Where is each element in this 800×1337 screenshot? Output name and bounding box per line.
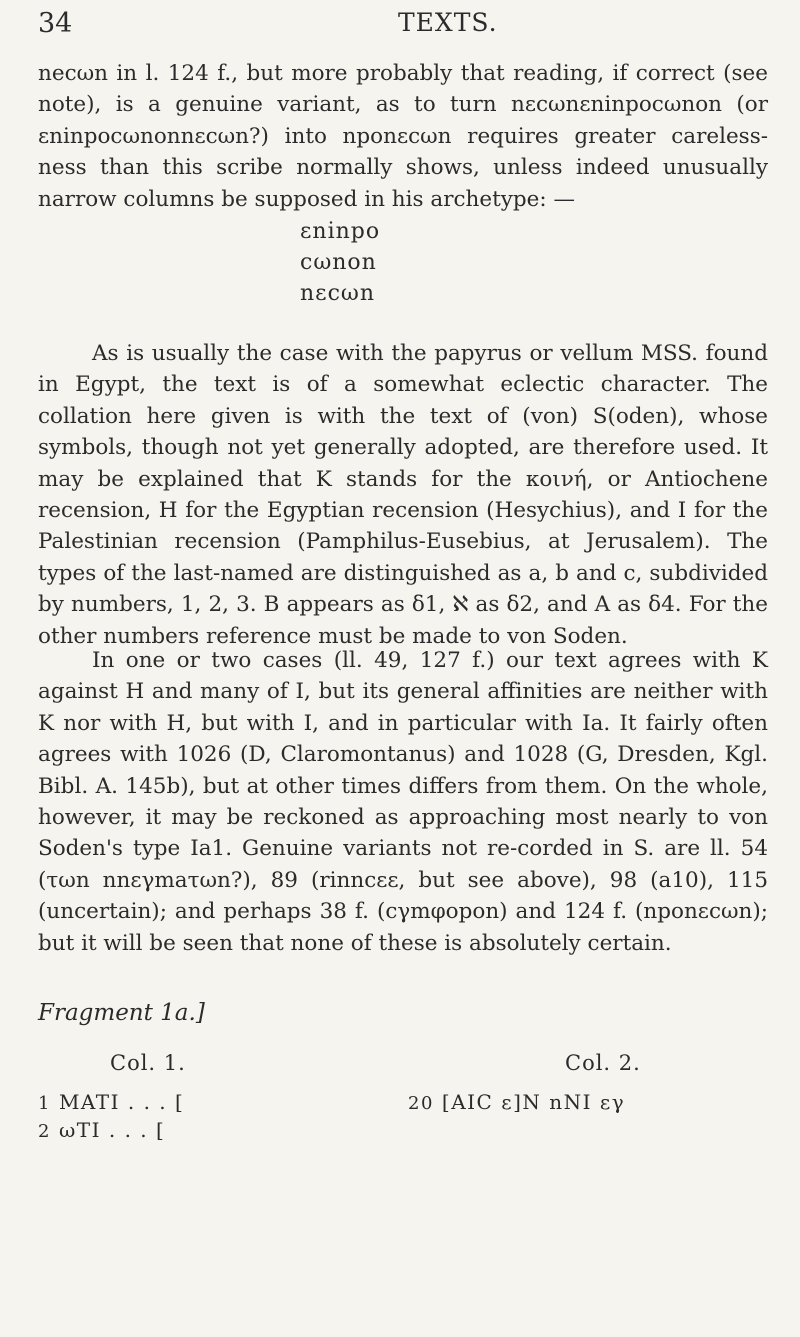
paragraph-2: As is usually the case with the papyrus or vellum MSS. found in Egypt, the text is of a somewhat eclectic character. The collation here given is with the text of (von) S(oden), whose symbols, though not yet generally adopted, are therefore used. It may be explained that K stands for the κοινή, or Antiochene recension, H for the Egyptian recension (Hesychius), and I for the Palestinian recension (Pamphilus-Eusebius, at Jerusalem). The types of the last-named are distinguished as a, b and c, subdivided by numbers, 1, 2, 3. B appears as δ1, ℵ as δ2, and A as δ4. For the other numbers reference must be made to von Soden. — [38, 341, 768, 649]
column-2-title: Col. 2. — [565, 1051, 641, 1075]
line-text: MATI . . . [ — [58, 1090, 185, 1114]
line-text: ωTI . . . [ — [58, 1118, 166, 1142]
archetype-lines — [300, 216, 380, 309]
running-title: TEXTS. — [398, 8, 498, 37]
fragment-heading: Fragment 1a.] — [38, 1000, 205, 1026]
archetype-line: nεcωn — [300, 281, 375, 306]
line-number: 1 — [38, 1093, 51, 1114]
line-number: 20 — [408, 1093, 434, 1114]
column-1-title: Col. 1. — [110, 1051, 186, 1075]
page-header — [38, 8, 758, 48]
column-1-line — [38, 1118, 165, 1142]
paragraph-1: necωn in l. 124 f., but more probably that reading, if correct (see note), is a genuine variant, as to turn nεcωnεninpocωnon (or εninpocωnonnεcωn?) into nponεcωn requires greater careless-ness than this scribe normally shows, unless indeed unusually narrow columns be supposed in his archetype: — — [38, 61, 768, 212]
archetype-line: εninpo — [300, 219, 381, 244]
line-text: [AIC ε]N nNI εγ — [441, 1090, 626, 1114]
line-number: 2 — [38, 1121, 51, 1142]
column-2-line — [408, 1090, 625, 1114]
paragraph-3: In one or two cases (ll. 49, 127 f.) our text agrees with K against H and many of I, but its general affinities are neither with K nor with H, but with I, and in particular with Ia. It fairly often agrees with 1026 (D, Claromontanus) and 1028 (G, Dresden, Kgl. Bibl. A. 145b), but at other times differs from them. On the whole, however, it may be reckoned as approaching most nearly to von Soden's type Ia1. Genuine variants not re-corded in S. are ll. 54 (τωn nnεγmaτωn?), 89 (rinncεε, but see above), 98 (a10), 115 (uncertain); and perhaps 38 f. (cγmφopon) and 124 f. (nponεcωn); but it will be seen that none of these is absolutely certain. — [38, 648, 768, 956]
column-1-line — [38, 1090, 184, 1114]
archetype-line: cωnon — [300, 250, 377, 275]
page-number: 34 — [38, 8, 73, 39]
